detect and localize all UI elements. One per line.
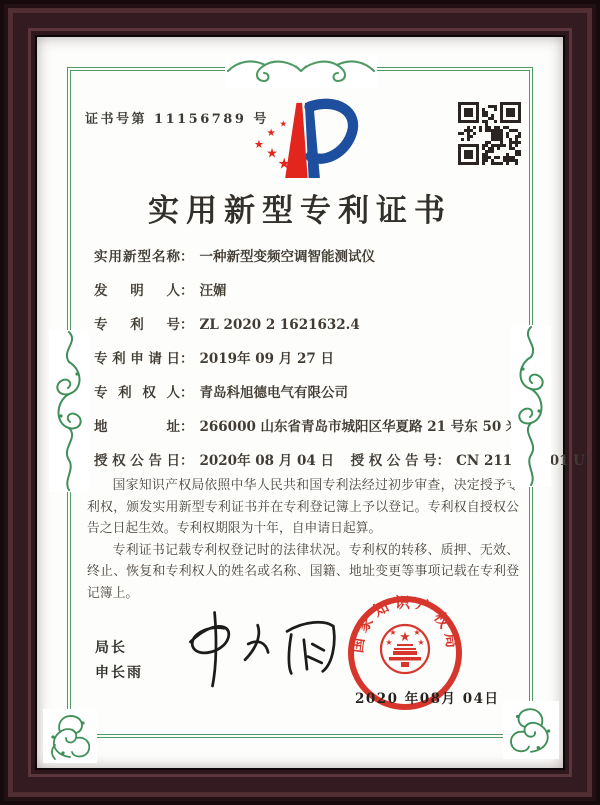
svg-text:★: ★ [399,630,411,645]
signer-block [95,636,143,686]
bottom-right-floral-icon [503,701,559,759]
field-label: 专利申请日 [94,351,180,367]
field-label: 授权公告日 [94,453,180,469]
right-scroll-ornament-icon [511,325,551,487]
signer-name: 申长雨 [95,665,143,681]
grant-no-pair: 授权公告号： CN 211179001 U [350,453,585,469]
field-label: 专利号 [94,317,180,333]
seal-text: 国家知识产权局 [348,593,462,655]
svg-text:★: ★ [266,126,276,139]
certificate-number: 证书号第 11156789 号 [85,112,269,127]
grant-no-value: CN 211179001 U [456,453,585,469]
seal-date: 2020 年08月 04日 [355,691,500,707]
field-value: 一种新型变频空调智能测试仪 [199,249,375,265]
svg-text:★: ★ [417,638,425,647]
top-swirl-ornament-icon [225,56,377,88]
field-row-name: 实用新型名称： 一种新型变频空调智能测试仪 [94,249,375,265]
field-row-filing-date: 专利申请日： 2019年 09 月 27 日 [94,351,334,367]
cnipa-logo-icon [242,93,364,187]
seal-national-emblem-icon [381,625,429,673]
field-value: 汪媚 [199,283,227,299]
qr-code [458,102,521,165]
left-scroll-ornament-icon [49,330,89,492]
field-row-patent-no: 专利号： ZL 2020 2 1621632.4 [94,317,360,333]
field-row-patentee: 专利权人： 青岛科旭德电气有限公司 [94,385,348,401]
svg-text:★: ★ [277,154,291,173]
field-label: 发明人 [94,283,180,299]
field-label: 授权公告号 [350,453,437,469]
field-value: ZL 2020 2 1621632.4 [199,317,360,333]
bottom-left-floral-icon [43,709,97,763]
svg-text:★: ★ [413,628,421,637]
field-row-inventor: 发明人： 汪媚 [94,283,227,299]
certificate-paper [37,37,585,768]
legal-paragraph-1: 国家知识产权局依照中华人民共和国专利法经过初步审查，决定授予专利权，颁发实用新型专利证书并在专利登记簿上予以登记。专利权自授权公告之日起生效。专利权期限为十年，自申请日起算。 [87,478,519,536]
legal-text [87,475,519,604]
svg-text:★: ★ [389,628,397,637]
field-label: 实用新型名称 [94,249,180,265]
field-row-grant [94,452,585,471]
logo-stars [254,118,291,172]
field-value: 266000 山东省青岛市城阳区华夏路 21 号东 50 米 [199,419,520,435]
svg-text:★: ★ [253,137,264,151]
field-label: 专利权人 [94,385,180,401]
field-value: 2019年 09 月 27 日 [199,351,334,367]
field-row-address: 地址： 266000 山东省青岛市城阳区华夏路 21 号东 50 米 [94,419,520,435]
certificate-title: 实用新型专利证书 [148,193,452,229]
signer-title: 局长 [95,640,127,656]
logo-p-stem [305,103,320,178]
field-value: 青岛科旭德电气有限公司 [199,385,348,401]
svg-text:★: ★ [279,118,288,129]
svg-text:★: ★ [385,638,393,647]
director-signature [175,602,355,707]
legal-paragraph-2: 专利证书记载专利权登记时的法律状况。专利权的转移、质押、无效、终止、恢复和专利权人的姓名或名称、国籍、地址变更等事项记载在专利登记簿上。 [87,542,519,601]
certificate-fields [94,248,585,486]
field-label: 地址 [94,419,180,435]
grant-date-pair: 授权公告日： 2020年 08 月 04 日 [94,453,334,469]
grant-date-value: 2020年 08 月 04 日 [199,453,334,469]
svg-text:★: ★ [266,146,278,162]
